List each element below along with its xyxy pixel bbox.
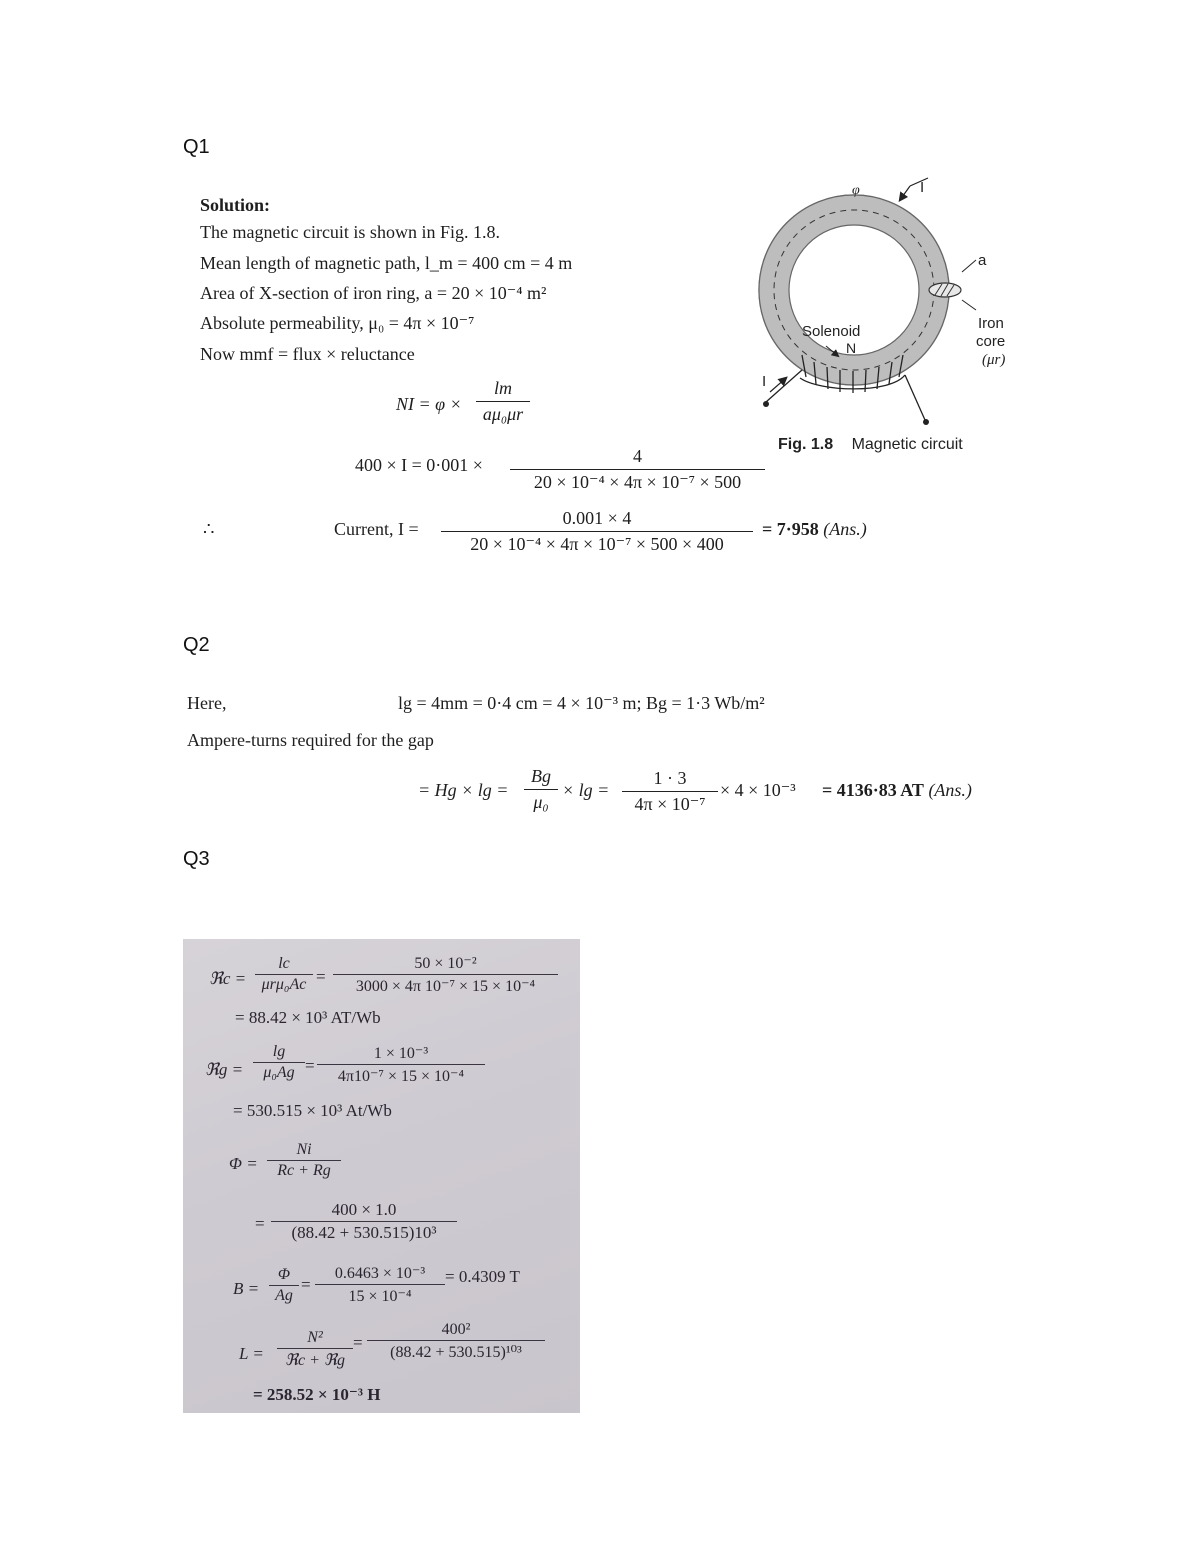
q3-rg-f2-num: 1 × 10⁻³	[373, 1045, 429, 1062]
q2-eq-mid: × lg =	[562, 780, 610, 800]
q3-b-frac1	[269, 1266, 299, 1305]
q3-rc-result: = 88.42 × 10³ AT/Wb	[235, 1008, 381, 1027]
current-label-left: I	[762, 373, 767, 390]
q3-b-result: = 0.4309 T	[445, 1267, 520, 1286]
q3-l-frac1	[277, 1329, 353, 1370]
solution-heading: Solution:	[200, 195, 271, 215]
q3-phi-num2: 400 × 1.0	[331, 1200, 397, 1219]
q1-eq3-den: 20 × 10⁻⁴ × 4π × 10⁻⁷ × 500 × 400	[470, 534, 724, 554]
q3-rc-lhs: ℜc =	[209, 969, 247, 988]
q2-eq-tail: × 4 × 10⁻³	[720, 780, 796, 800]
q3-rg-lhs: ℜg =	[205, 1060, 244, 1079]
q3-phi-eq: =	[255, 1214, 265, 1233]
solenoid-label: Solenoid	[802, 323, 861, 340]
q2-here: Here,	[187, 693, 227, 713]
q1-eq1-num: lm	[494, 378, 512, 398]
q2-frac2-den: 4π × 10⁻⁷	[634, 794, 706, 814]
q1-line-5: Now mmf = flux × reluctance	[200, 344, 415, 364]
q3-rg-eq: =	[305, 1056, 315, 1075]
phi-label: φ	[852, 183, 860, 198]
q3-rg-f1-num: lg	[272, 1043, 286, 1060]
q3-b-f1-den: Ag	[275, 1287, 293, 1304]
q3-rg-result: = 530.515 × 10³ At/Wb	[233, 1101, 392, 1120]
q3-b-lhs: B =	[233, 1279, 260, 1298]
q2-frac2-num: 1 · 3	[653, 768, 687, 788]
q3-b-frac2	[315, 1263, 445, 1306]
question-label-q3: Q3	[183, 848, 210, 870]
q3-photo	[183, 939, 580, 1413]
mur-label: (μr)	[982, 352, 1006, 368]
iron-label: Iron	[978, 315, 1004, 332]
q3-rc-f1-num: lc	[278, 955, 290, 972]
q3-l-f2-num: 400²	[441, 1321, 471, 1338]
q3-rg-f1-den: μ₀Ag	[263, 1064, 295, 1081]
q1-answer	[762, 519, 867, 540]
q3-l-f1-den: ℜc + ℜg	[285, 1352, 345, 1369]
q3-rc-f2-den: 3000 × 4π 10⁻⁷ × 15 × 10⁻⁴	[355, 978, 536, 995]
area-label: a	[978, 252, 987, 269]
q3-phi-den2: (88.42 + 530.515)10³	[291, 1223, 437, 1242]
therefore-symbol: ∴	[203, 519, 215, 539]
q3-rg-frac2	[317, 1043, 485, 1086]
figure-caption-number: Fig. 1.8	[778, 436, 834, 453]
q1-result: = 7·958	[762, 519, 819, 539]
q3-rc-f2-num: 50 × 10⁻²	[414, 955, 477, 972]
q1-ans-tag: (Ans.)	[823, 519, 867, 539]
q1-line-2: Mean length of magnetic path, l_m = 400 cm = 4 m	[200, 253, 573, 273]
q2-result: = 4136·83 AT	[822, 780, 924, 800]
q3-l-lhs: L =	[239, 1344, 264, 1363]
current-label-top: I	[920, 179, 925, 196]
q1-line-4: Absolute permeability, μ₀ = 4π × 10⁻⁷	[200, 313, 475, 333]
q2-frac2	[622, 768, 718, 815]
q1-line-3: Area of X-section of iron ring, a = 20 × 10⁻⁴ m²	[200, 283, 547, 303]
q3-rc-f1-den: μrμ₀Ac	[261, 976, 307, 993]
q2-given: lg = 4mm = 0·4 cm = 4 × 10⁻³ m; Bg = 1·3 Wb/m²	[398, 693, 765, 713]
q3-rg-f2-den: 4π10⁻⁷ × 15 × 10⁻⁴	[337, 1068, 465, 1085]
core-label: core	[976, 333, 1006, 350]
q1-eq1-den: aμ₀μr	[482, 404, 524, 424]
q3-rc-eq: =	[316, 967, 326, 986]
magnetic-circuit-figure	[740, 170, 1040, 470]
q3-l-result: = 258.52 × 10⁻³ H	[253, 1385, 381, 1404]
q2-frac1-num: Bg	[531, 766, 551, 786]
q3-b-eq: =	[301, 1275, 311, 1294]
q1-eq3-lhs: Current, I =	[334, 519, 419, 539]
q3-b-f2-num: 0.6463 × 10⁻³	[334, 1265, 426, 1282]
q2-ampere-text: Ampere-turns required for the gap	[187, 730, 434, 750]
q1-eq2-fraction	[510, 446, 765, 493]
q1-eq2-num: 4	[633, 446, 642, 466]
q1-eq1-lhs: NI = φ ×	[396, 394, 462, 414]
q3-phi-den: Rc + Rg	[277, 1162, 331, 1179]
q1-eq3-fraction	[441, 508, 753, 555]
q2-frac1	[524, 766, 558, 813]
question-label-q2: Q2	[183, 634, 210, 656]
q3-b-f1-num: Φ	[277, 1266, 291, 1283]
q3-rg-frac1	[253, 1043, 305, 1082]
q1-eq2-lhs: 400 × I = 0·001 ×	[355, 455, 483, 475]
q3-b-f2-den: 15 × 10⁻⁴	[348, 1288, 412, 1305]
question-label-q1: Q1	[183, 136, 210, 158]
q1-eq2-den: 20 × 10⁻⁴ × 4π × 10⁻⁷ × 500	[533, 472, 742, 492]
q3-phi-frac2	[271, 1200, 457, 1243]
q3-l-f2-den: (88.42 + 530.515)¹⁰³	[390, 1344, 522, 1361]
turns-label: N	[846, 340, 857, 356]
q2-ans-tag: (Ans.)	[928, 780, 972, 800]
figure-caption	[778, 436, 963, 454]
q3-phi-num: Ni	[296, 1141, 312, 1158]
q3-rc-frac1	[255, 955, 313, 994]
q3-phi-frac	[267, 1141, 341, 1180]
q3-rc-frac2	[333, 953, 558, 996]
q1-eq3-num: 0.001 × 4	[562, 508, 632, 528]
q2-eq-start: = Hg × lg =	[418, 780, 509, 800]
q3-phi-lhs: Φ =	[229, 1154, 258, 1173]
q3-l-f1-num: N²	[307, 1329, 323, 1346]
q3-l-eq: =	[353, 1333, 363, 1352]
q3-l-frac2	[367, 1321, 545, 1362]
figure-caption-text: Magnetic circuit	[851, 436, 963, 453]
q1-line-1: The magnetic circuit is shown in Fig. 1.8.	[200, 222, 500, 242]
q2-answer	[822, 780, 972, 801]
q2-frac1-den: μ₀	[533, 792, 549, 812]
q1-eq1-fraction	[476, 378, 530, 425]
